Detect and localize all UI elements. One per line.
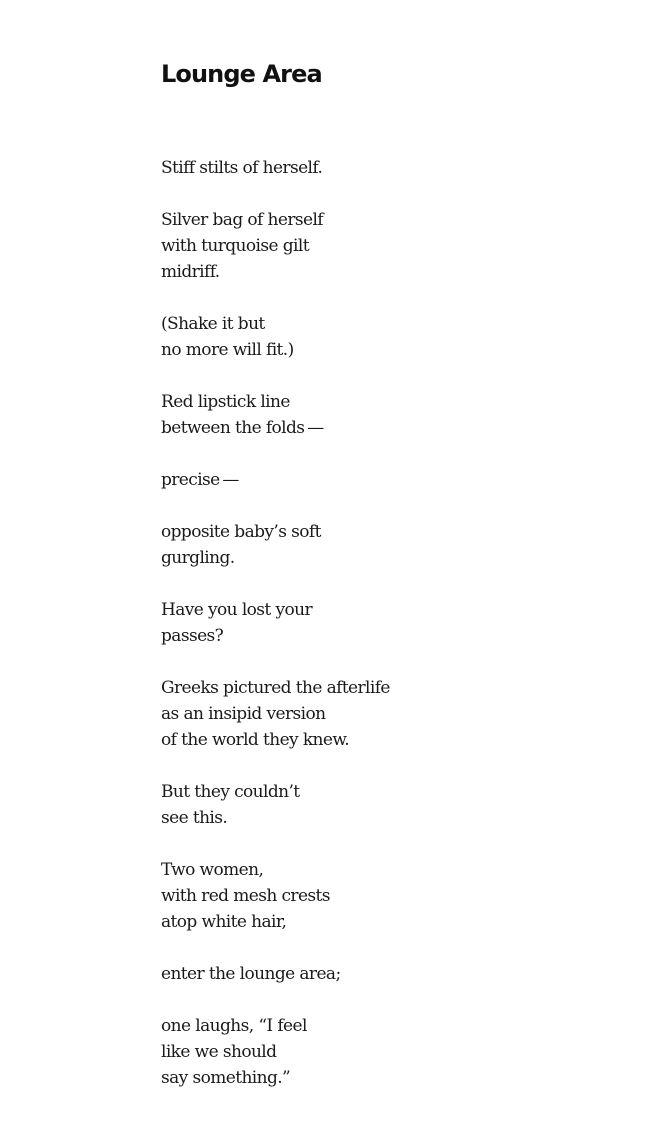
stanza bbox=[161, 519, 621, 571]
poem-line: like we should bbox=[161, 1042, 277, 1062]
poem-line: Stiff stilts of herself. bbox=[161, 158, 323, 178]
stanza bbox=[161, 597, 621, 649]
poem-line: precise — bbox=[161, 470, 239, 490]
stanza bbox=[161, 961, 621, 987]
poem-line: gurgling. bbox=[161, 548, 235, 568]
poem-line: But they couldn’t bbox=[161, 782, 300, 802]
stanza bbox=[161, 467, 621, 493]
poem-line: with red mesh crests bbox=[161, 886, 330, 906]
stanza bbox=[161, 389, 621, 441]
poem-line: midriff. bbox=[161, 262, 220, 282]
poem-body bbox=[161, 155, 621, 1117]
poem-line: (Shake it but bbox=[161, 314, 265, 334]
poem-line: one laughs, “I feel bbox=[161, 1016, 307, 1036]
poem-line: atop white hair, bbox=[161, 912, 287, 932]
poem-line: no more will fit.) bbox=[161, 340, 294, 360]
poem-line: between the folds — bbox=[161, 418, 324, 438]
stanza bbox=[161, 779, 621, 831]
poem-line: say something.” bbox=[161, 1068, 291, 1088]
poem-line: of the world they knew. bbox=[161, 730, 350, 750]
stanza bbox=[161, 207, 621, 285]
stanza bbox=[161, 857, 621, 935]
poem-line: Red lipstick line bbox=[161, 392, 290, 412]
poem-line: Greeks pictured the afterlife bbox=[161, 678, 390, 698]
poem-line: Two women, bbox=[161, 860, 264, 880]
poem-line: Have you lost your bbox=[161, 600, 312, 620]
stanza bbox=[161, 311, 621, 363]
stanza bbox=[161, 155, 621, 181]
poem-title: Lounge Area bbox=[161, 60, 322, 88]
poem-line: opposite baby’s soft bbox=[161, 522, 321, 542]
poem-line: as an insipid version bbox=[161, 704, 326, 724]
poem-line: passes? bbox=[161, 626, 224, 646]
poem-line: see this. bbox=[161, 808, 228, 828]
stanza bbox=[161, 1013, 621, 1091]
stanza bbox=[161, 675, 621, 753]
poem-line: Silver bag of herself bbox=[161, 210, 323, 230]
poem-line: enter the lounge area; bbox=[161, 964, 341, 984]
poem-line: with turquoise gilt bbox=[161, 236, 309, 256]
